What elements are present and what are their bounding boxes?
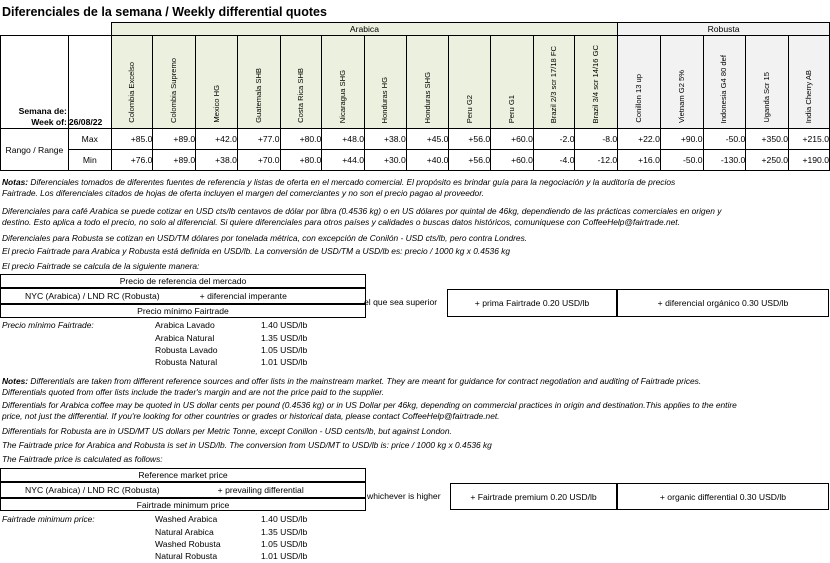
min-item-name: Arabica Lavado xyxy=(155,320,215,330)
min-item-price: 1.01 USD/lb xyxy=(261,357,308,367)
min-label-es: Precio mínimo Fairtrade: xyxy=(2,320,94,330)
min-item-price: 1.40 USD/lb xyxy=(261,514,308,524)
cell: -130.0 xyxy=(703,150,746,171)
notes-en-robusta: Differentials for Robusta are in USD/MT US dollars per Metric Tonne, except Conillon - USD cents/lb, but against London. xyxy=(2,426,452,436)
cell: +76.0 xyxy=(111,150,153,171)
cell: -8.0 xyxy=(575,129,618,150)
max-label: Max xyxy=(68,129,111,150)
column-header: Brazil 3/4 scr 14/16 GC xyxy=(575,36,618,129)
organic-box-en: + organic differential 0.30 USD/lb xyxy=(617,483,829,510)
nyc-box-en xyxy=(0,482,366,498)
column-header: Honduras SHG xyxy=(406,36,449,129)
week-date: 26/08/22 xyxy=(68,117,103,127)
column-header: Colombia Supremo xyxy=(153,36,196,129)
premium-box-es: + prima Fairtrade 0.20 USD/lb xyxy=(447,289,617,317)
notes-es-price-def: El precio Fairtrade para Arabica y Robusta está definida en USD/lb. La conversión de USD/TM a USD/lb es: precio / 1000 kg x 0.4536 kg xyxy=(2,246,511,256)
cell: +190.0 xyxy=(789,150,830,171)
notes-en-1b: Differentials quoted from offer lists include the trader's margin and are not the price paid to the supplier. xyxy=(2,387,385,397)
cell: +44.0 xyxy=(322,150,365,171)
premium-box-en: + Fairtrade premium 0.20 USD/lb xyxy=(450,483,617,510)
cell: +45.0 xyxy=(406,129,449,150)
cell: +16.0 xyxy=(618,150,661,171)
cell: +56.0 xyxy=(449,150,491,171)
notes-en-calc: The Fairtrade price is calculated as follows: xyxy=(2,454,163,464)
nyc-box-es xyxy=(0,288,366,304)
min-price-box-es: Precio mínimo Fairtrade xyxy=(0,304,366,318)
cell: -50.0 xyxy=(703,129,746,150)
column-header: Mexico HG xyxy=(196,36,238,129)
page-title: Diferenciales de la semana / Weekly differential quotes xyxy=(2,5,327,19)
cell: +22.0 xyxy=(618,129,661,150)
plus-diff-label: + diferencial imperante xyxy=(199,291,287,301)
min-item-price: 1.05 USD/lb xyxy=(261,345,308,355)
min-item-name: Natural Robusta xyxy=(155,551,218,561)
cell: +89.0 xyxy=(153,129,196,150)
cell: +80.0 xyxy=(280,129,322,150)
min-label-en: Fairtrade minimum price: xyxy=(2,514,95,524)
notes-es-1a: Notas: Diferenciales tomados de diferentes fuentes de referencia y listas de oferta en el mercado comercial. El propósito es brindar guía para la negociación y la auditoría de precios xyxy=(2,177,676,187)
min-price-box-en: Fairtrade minimum price xyxy=(0,498,366,511)
cell: +90.0 xyxy=(660,129,703,150)
cell: +250.0 xyxy=(746,150,789,171)
column-header: Indonesia G4 80 def xyxy=(703,36,746,129)
notes-es-1b: Fairtrade. Los diferenciales citados de hojas de oferta incluyen el margen del comerciantes y no son el precio pagao al proveedor. xyxy=(2,188,484,198)
table-row-min xyxy=(1,150,830,171)
notes-en-arabica-1: Differentials for Arabica coffee may be quoted in US dollar cents per pound (0.4536 kg) or in US Dollar per 46kg, depending on commercial practices in origin and destination.This applies to the entire xyxy=(2,400,737,410)
min-item-price: 1.35 USD/lb xyxy=(261,527,308,537)
notes-en-arabica-2: price, not just the differential. If you're looking for other countries or grades or historical data, please contact CoffeeHelp@fairtrade.net. xyxy=(2,411,500,421)
min-item-name: Washed Arabica xyxy=(155,514,218,524)
cell: -50.0 xyxy=(660,150,703,171)
min-item-price: 1.05 USD/lb xyxy=(261,539,308,549)
cell: +215.0 xyxy=(789,129,830,150)
min-item-price: 1.35 USD/lb xyxy=(261,333,308,343)
whichever-es: el que sea superior xyxy=(364,297,438,307)
cell: +89.0 xyxy=(153,150,196,171)
cell: -12.0 xyxy=(575,150,618,171)
nyc-label: NYC (Arabica) / LND RC (Robusta) xyxy=(25,485,160,495)
cell: +38.0 xyxy=(196,150,238,171)
organic-box-es: + diferencial orgánico 0.30 USD/lb xyxy=(617,289,829,317)
arabica-group-header: Arabica xyxy=(111,23,617,36)
cell: +38.0 xyxy=(365,129,407,150)
min-item-name: Robusta Natural xyxy=(155,357,218,367)
notes-es-robusta: Diferenciales para Robusta se cotizan en USD/TM dólares por tonelada métrica, con excepción de Conilón - USD cts/lb, pero contra Londres. xyxy=(2,233,528,243)
differentials-table xyxy=(0,22,830,171)
min-item-name: Natural Arabica xyxy=(155,527,214,537)
plus-diff-label: + prevailing differential xyxy=(217,485,304,495)
cell: +48.0 xyxy=(322,129,365,150)
table-row-max xyxy=(1,129,830,150)
column-header: Colombia Excelso xyxy=(111,36,153,129)
min-item-name: Robusta Lavado xyxy=(155,345,218,355)
notes-es-calc: El precio Fairtrade se calcula de la siguiente manera: xyxy=(2,261,200,271)
ref-market-box-en: Reference market price xyxy=(0,468,366,482)
cell: -4.0 xyxy=(533,150,575,171)
cell: +70.0 xyxy=(237,150,280,171)
cell: -2.0 xyxy=(533,129,575,150)
cell: +80.0 xyxy=(280,150,322,171)
week-of-label: Week of: xyxy=(31,117,67,127)
cell: +30.0 xyxy=(365,150,407,171)
cell: +42.0 xyxy=(196,129,238,150)
column-header: Uganda Scr 15 xyxy=(746,36,789,129)
cell: +77.0 xyxy=(237,129,280,150)
range-label: Rango / Range xyxy=(1,129,69,171)
cell: +60.0 xyxy=(491,150,534,171)
column-header: Peru G1 xyxy=(491,36,534,129)
column-header: Nicaragua SHG xyxy=(322,36,365,129)
cell: +56.0 xyxy=(449,129,491,150)
min-label: Min xyxy=(68,150,111,171)
ref-market-box-es: Precio de referencia del mercado xyxy=(0,274,366,288)
week-label: Semana de: xyxy=(18,106,67,116)
column-header: Peru G2 xyxy=(449,36,491,129)
column-header: Conillon 13 up xyxy=(618,36,661,129)
cell: +85.0 xyxy=(111,129,153,150)
robusta-group-header: Robusta xyxy=(618,23,830,36)
notes-es-arabica-1: Diferenciales para café Arabica se puede cotizar en USD cts/lb centavos de dólar por libra (0.4536 kg) o en US dólares por quintal de 46kg, dependiendo de las prácticas comerciales en origen y xyxy=(2,206,722,216)
nyc-label: NYC (Arabica) / LND RC (Robusta) xyxy=(25,291,160,301)
min-item-name: Washed Robusta xyxy=(155,539,221,549)
cell: +40.0 xyxy=(406,150,449,171)
column-header: Guatemala SHB xyxy=(237,36,280,129)
column-header: India Cherry AB xyxy=(789,36,830,129)
notes-es-arabica-2: destino. Esto aplica a todo el precio, no solo al diferencial. Si quiere diferenciales para otros países y calidades o buscas datos históricos, comuniquese con CoffeeHelp@fairtrade.net. xyxy=(2,217,680,227)
cell: +60.0 xyxy=(491,129,534,150)
min-item-price: 1.40 USD/lb xyxy=(261,320,308,330)
min-item-price: 1.01 USD/lb xyxy=(261,551,308,561)
notes-en-price-def: The Fairtrade price for Arabica and Robusta is set in USD/lb. The conversion from USD/MT to USD/lb is: price / 1000 kg x 0.4536 kg xyxy=(2,440,492,450)
column-header: Honduras HG xyxy=(365,36,407,129)
min-item-name: Arabica Natural xyxy=(155,333,215,343)
column-header: Costa Rica SHB xyxy=(280,36,322,129)
notes-en-1a: Notes: Differentials are taken from different reference sources and offer lists in the mainstream market. They are meant for guidance for contract negotiation and auditing of Fairtrade prices. xyxy=(2,376,702,386)
column-header: Vietnam G2 5% xyxy=(660,36,703,129)
whichever-en: whichever is higher xyxy=(367,491,441,501)
column-header: Brazil 2/3 scr 17/18 FC xyxy=(533,36,575,129)
cell: +350.0 xyxy=(746,129,789,150)
